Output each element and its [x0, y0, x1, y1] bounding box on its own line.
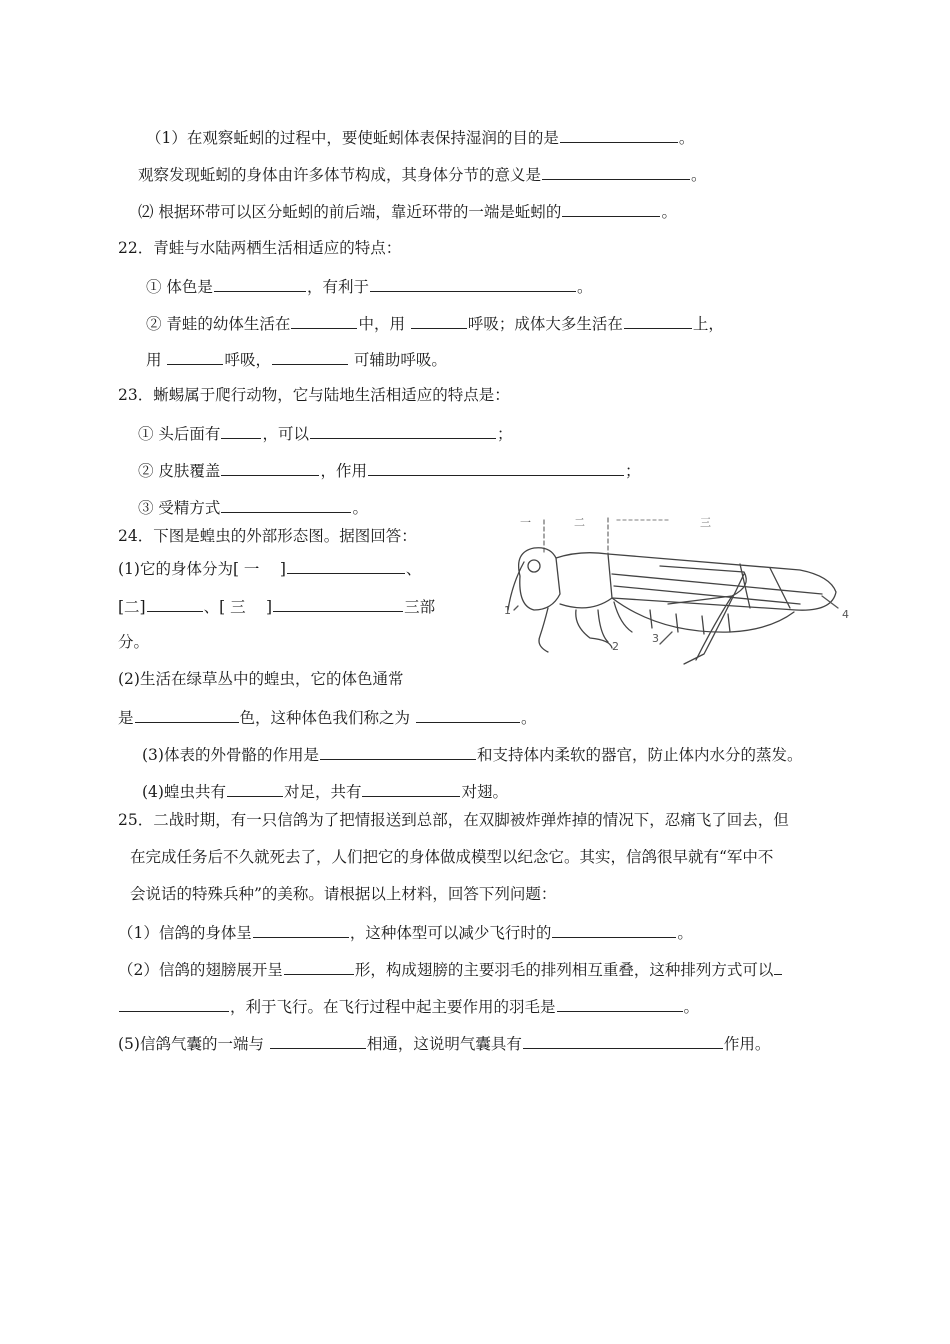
figure-label-1: 1: [504, 604, 511, 617]
text: ① 头后面有: [138, 425, 221, 443]
answer-blank[interactable]: [557, 995, 683, 1012]
text: 色，这种体色我们称之为: [239, 709, 411, 727]
q24-item-4: [142, 780, 508, 802]
text: 对翅。: [461, 783, 508, 801]
answer-blank[interactable]: [214, 275, 306, 292]
text: 三部: [404, 598, 436, 616]
answer-blank[interactable]: [291, 312, 357, 329]
figure-label-2: 2: [612, 640, 619, 653]
text: 、[ 三 ]: [203, 598, 273, 616]
q24-item-2-cont: [118, 706, 536, 728]
text: 用: [146, 351, 162, 369]
text: 是: [118, 709, 134, 727]
text: ② 皮肤覆盖: [138, 462, 221, 480]
figure-label-section-2: 二: [574, 516, 585, 529]
q25-item-2: [118, 958, 783, 980]
text: ，这种体型可以减少飞行时的: [349, 924, 552, 942]
text: 呼吸；成体大多生活在: [467, 315, 623, 333]
text: 25．二战时期，有一只信鸽为了把情报送到总部，在双脚被炸弹炸掉的情况下，忍痛飞了回去，但: [118, 811, 789, 829]
text: 上，: [692, 315, 724, 333]
answer-blank[interactable]: [552, 921, 676, 938]
answer-blank[interactable]: [523, 1032, 723, 1049]
q25-stem-3: [130, 884, 556, 904]
text: 。: [352, 499, 368, 517]
q24-heading: [118, 526, 417, 546]
q24-item-1-cont: [118, 595, 435, 617]
text: 24．下图是蝗虫的外部形态图。据图回答：: [118, 527, 417, 545]
answer-blank[interactable]: [147, 595, 203, 612]
answer-blank[interactable]: [287, 557, 405, 574]
q25-item-1: [118, 921, 693, 943]
q21-2-line: [138, 200, 677, 222]
text: ，有利于: [306, 278, 369, 296]
text: 可辅助呼吸。: [353, 351, 447, 369]
text: 对足，共有: [283, 783, 362, 801]
q25-item-2-cont: [118, 995, 699, 1017]
text: 和支持体内柔软的器官，防止体内水分的蒸发。: [476, 746, 803, 764]
q21-1-line: [146, 126, 694, 148]
answer-blank[interactable]: [310, 422, 496, 439]
text: 相通，这说明气囊具有: [366, 1035, 522, 1053]
text: ，可以: [262, 425, 309, 443]
answer-blank[interactable]: [416, 706, 520, 723]
text: 作用。: [723, 1035, 771, 1053]
q23-item-2: [138, 459, 640, 481]
text: ；: [496, 425, 513, 443]
q23-item-1: [138, 422, 512, 444]
text: 形，构成翅膀的主要羽毛的排列相互重叠，这种排列方式可以: [354, 961, 774, 979]
answer-blank[interactable]: [221, 459, 319, 476]
text: ③ 受精方式: [138, 499, 221, 517]
text: 中，用: [358, 315, 405, 333]
q24-item-1: [118, 557, 421, 579]
q24-item-1-end: [118, 632, 149, 652]
answer-blank[interactable]: [774, 958, 782, 975]
figure-label-3: 3: [652, 632, 659, 645]
text: (2)生活在绿草丛中的蝗虫，它的体色通常: [118, 670, 404, 688]
q24-item-2: [118, 669, 403, 689]
text: （1）在观察蚯蚓的过程中，要使蚯蚓体表保持湿润的目的是: [146, 129, 559, 147]
answer-blank[interactable]: [284, 958, 354, 975]
q25-stem-2: [130, 847, 773, 867]
figure-label-section-3: 三: [700, 516, 711, 529]
q22-heading: [118, 238, 401, 258]
answer-blank[interactable]: [221, 496, 351, 513]
answer-blank[interactable]: [560, 126, 678, 143]
answer-blank[interactable]: [624, 312, 692, 329]
answer-blank[interactable]: [368, 459, 624, 476]
text: 。: [691, 166, 707, 184]
figure-label-4: 4: [842, 608, 849, 621]
answer-blank[interactable]: [370, 275, 576, 292]
q22-item-2-cont: [146, 348, 447, 370]
text: [二]: [118, 598, 146, 616]
q23-item-3: [138, 496, 368, 518]
answer-blank[interactable]: [221, 422, 261, 439]
answer-blank[interactable]: [411, 312, 467, 329]
text: 22．青蛙与水陆两栖生活相适应的特点：: [118, 239, 402, 257]
text: (5)信鸽气囊的一端与: [118, 1035, 264, 1053]
text: ② 青蛙的幼体生活在: [146, 315, 291, 333]
grasshopper-diagram: [500, 514, 852, 676]
figure-label-section-1: 一: [520, 516, 531, 529]
text: （2）信鸽的翅膀展开呈: [118, 961, 283, 979]
answer-blank[interactable]: [272, 348, 348, 365]
q25-item-5: [118, 1032, 770, 1054]
text: 。: [678, 129, 695, 147]
text: 呼吸，: [224, 351, 271, 369]
answer-blank[interactable]: [167, 348, 223, 365]
q25-stem-1: [118, 810, 789, 830]
text: ，利于飞行。在飞行过程中起主要作用的羽毛是: [230, 998, 556, 1016]
text: ⑵ 根据环带可以区分蚯蚓的前后端，靠近环带的一端是蚯蚓的: [138, 203, 562, 221]
q24-item-3: [142, 743, 802, 765]
text: 。: [576, 278, 593, 296]
answer-blank[interactable]: [253, 921, 349, 938]
answer-blank[interactable]: [119, 995, 229, 1012]
text: （1）信鸽的身体呈: [118, 924, 252, 942]
answer-blank[interactable]: [562, 200, 660, 217]
answer-blank[interactable]: [362, 780, 460, 797]
q23-heading: [118, 385, 510, 405]
answer-blank[interactable]: [273, 595, 403, 612]
text: 分。: [118, 633, 150, 651]
text: ；: [624, 462, 641, 480]
q22-item-1: [146, 275, 592, 297]
text: ，作用: [320, 462, 367, 480]
text: (4)蝗虫共有: [142, 783, 226, 801]
text: 23．蜥蜴属于爬行动物，它与陆地生活相适应的特点是：: [118, 386, 510, 404]
text: 、: [405, 560, 422, 578]
answer-blank[interactable]: [227, 780, 283, 797]
text: (1)它的身体分为[ 一 ]: [118, 560, 286, 578]
q22-item-2: [146, 312, 724, 334]
grasshopper-figure: [500, 514, 852, 676]
answer-blank[interactable]: [542, 163, 690, 180]
text: 。: [661, 203, 677, 221]
text: (3)体表的外骨骼的作用是: [142, 746, 319, 764]
text: ① 体色是: [146, 278, 213, 296]
text: 观察发现蚯蚓的身体由许多体节构成，其身体分节的意义是: [138, 166, 542, 184]
text: 在完成任务后不久就死去了，人们把它的身体做成模型以纪念它。其实，信鸽很早就有“军中不: [130, 848, 774, 866]
text: 会说话的特殊兵种”的美称。请根据以上材料，回答下列问题：: [130, 885, 557, 903]
answer-blank[interactable]: [135, 706, 239, 723]
text: 。: [683, 998, 700, 1016]
answer-blank[interactable]: [320, 743, 476, 760]
text: 。: [677, 924, 693, 942]
q21-line-2: [138, 163, 707, 185]
text: 。: [520, 709, 537, 727]
answer-blank[interactable]: [270, 1032, 366, 1049]
